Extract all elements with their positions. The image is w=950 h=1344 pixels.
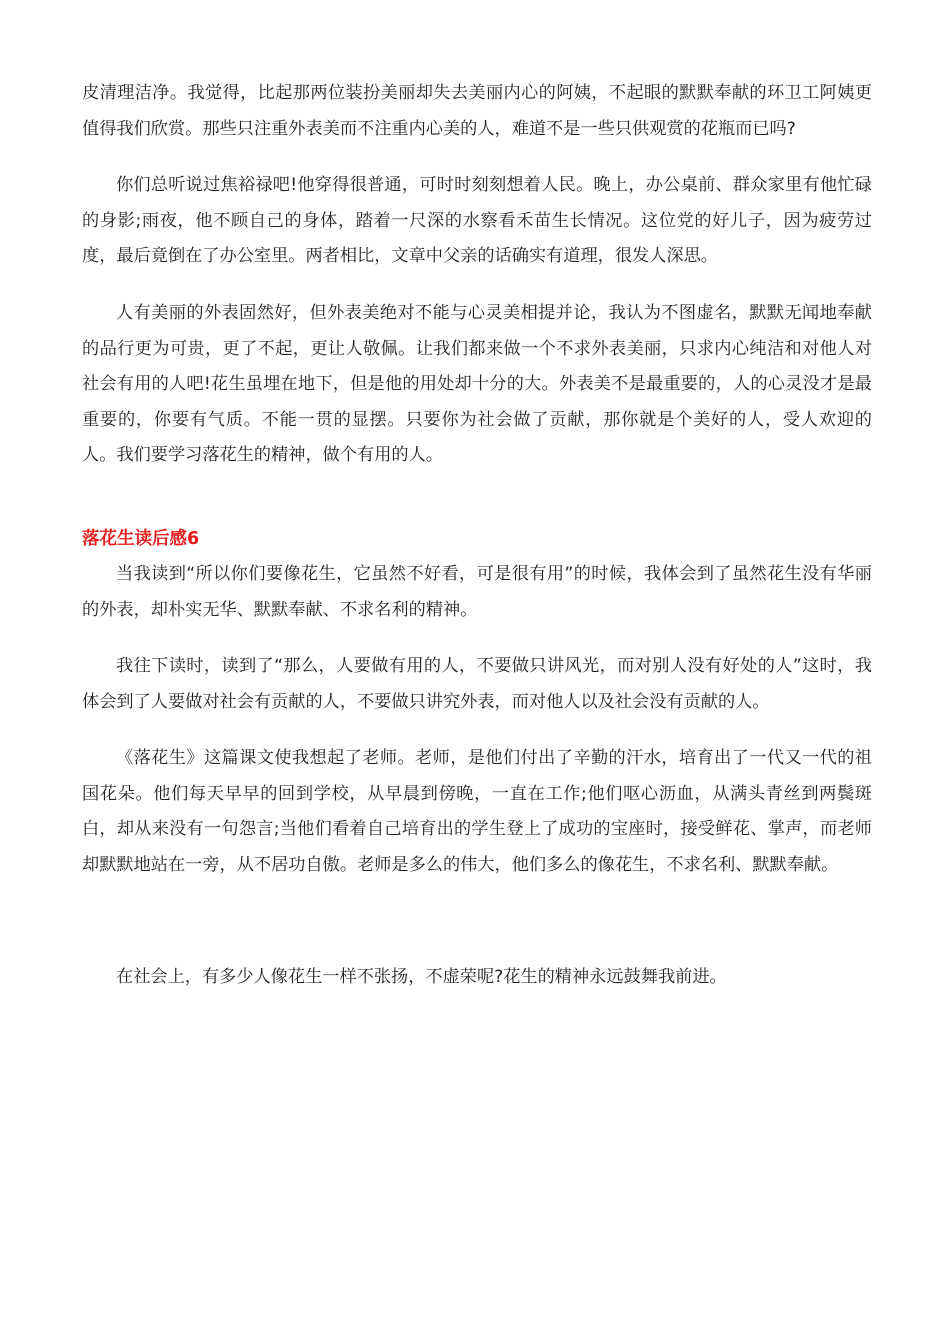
paragraph-teacher: 《落花生》这篇课文使我想起了老师。老师，是他们付出了辛勤的汗水，培育出了一代又一代的祖国花朵。他们每天早早的回到学校，从早晨到傍晚，一直在工作;他们呕心沥血，从满头青丝到两鬓斑白，却从来没有一句怨言;当他们看着自己培育出的学生登上了成功的宝座时，接受鲜花、掌声，而老师却默默地站在一旁，从不居功自傲。老师是多么的伟大，他们多么的像花生，不求名利、默默奉献。 — [82, 748, 872, 875]
paragraph-reading-peanut: 当我读到“所以你们要像花生，它虽然不好看，可是很有用”的时候，我体会到了虽然花生没有华丽的外表，却朴实无华、默默奉献、不求名利的精神。 — [82, 564, 872, 620]
paragraph-jiao-yulu: 你们总听说过焦裕禄吧!他穿得很普通，可时时刻刻想着人民。晚上，办公桌前、群众家里有他忙碌的身影;雨夜，他不顾自己的身体，踏着一尺深的水察看禾苗生长情况。这位党的好儿子，因为疲劳过度，最后竟倒在了办公室里。两者相比，文章中父亲的话确实有道理，很发人深思。 — [82, 175, 872, 266]
paragraph-inner-beauty: 人有美丽的外表固然好，但外表美绝对不能与心灵美相提并论，我认为不图虚名，默默无闻地奉献的品行更为可贵，更了不起，更让人敬佩。让我们都来做一个不求外表美丽，只求内心纯洁和对他人对社会有用的人吧!花生虽埋在地下，但是他的用处却十分的大。外表美不是最重要的，人的心灵没才是最重要的，你要有气质。不能一贯的显摆。只要你为社会做了贡献，那你就是个美好的人，受人欢迎的人。我们要学习落花生的精神，做个有用的人。 — [82, 303, 872, 465]
paragraph-useful-person: 我往下读时，读到了“那么，人要做有用的人，不要做只讲风光，而对别人没有好处的人”这时，我体会到了人要做对社会有贡献的人，不要做只讲究外表，而对他人以及社会没有贡献的人。 — [82, 656, 872, 712]
paragraph-continuation: 皮清理洁净。我觉得，比起那两位装扮美丽却失去美丽内心的阿姨，不起眼的默默奉献的环卫工阿姨更值得我们欣赏。那些只注重外表美而不注重内心美的人，难道不是一些只供观赏的花瓶而已吗? — [82, 83, 872, 139]
paragraph-conclusion: 在社会上，有多少人像花生一样不张扬，不虚荣呢?花生的精神永远鼓舞我前进。 — [116, 967, 727, 987]
section-title: 落花生读后感6 — [82, 529, 200, 549]
